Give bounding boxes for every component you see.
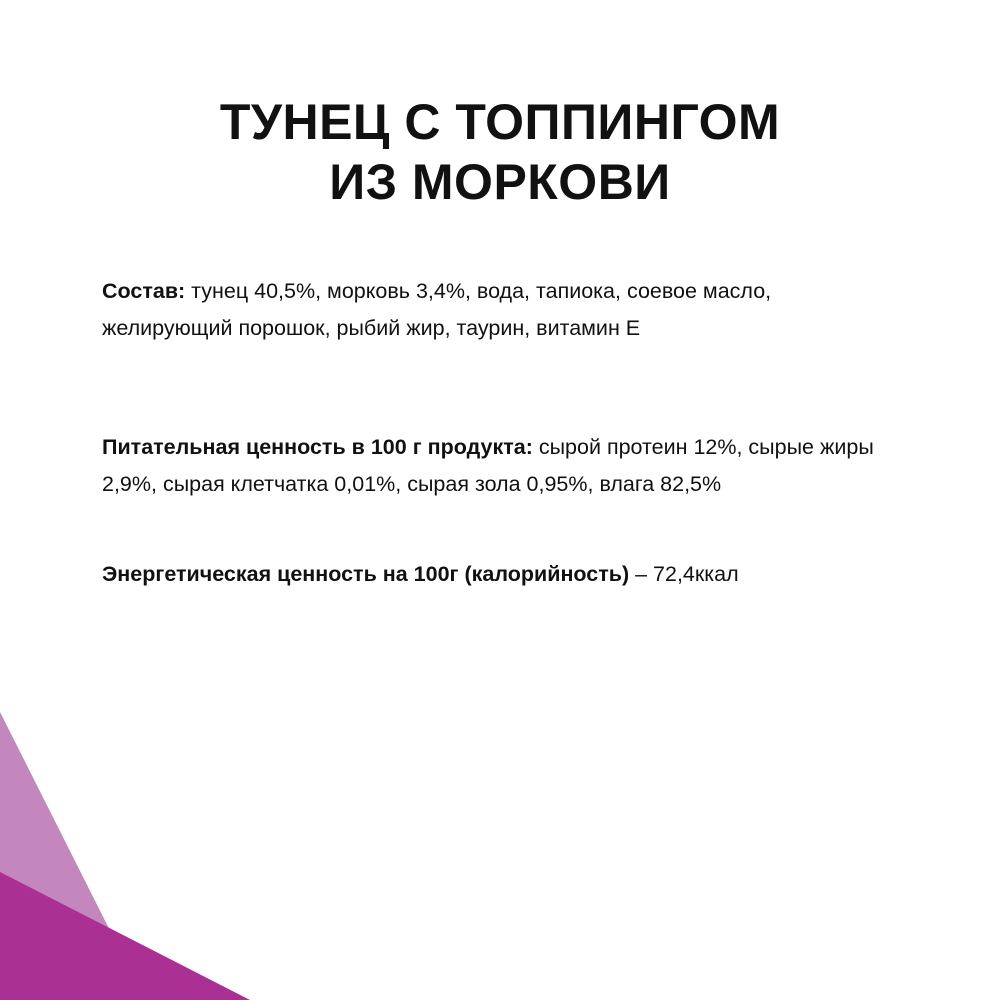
product-title: [0, 92, 1000, 212]
title-line-1: ТУНЕЦ С ТОППИНГОМ: [219, 94, 781, 150]
nutrition-label: Питательная ценность в 100 г продукта:: [102, 435, 533, 459]
nutrition-text: сырой протеин 12%, сырые жиры 2,9%, сырая клетчатка 0,01%, сырая зола 0,95%, влага 82,5%: [102, 435, 874, 496]
composition-label: Состав:: [102, 279, 186, 303]
composition-text: тунец 40,5%, морковь 3,4%, вода, тапиока, соевое масло, желирующий порошок, рыбий жир, таурин, витамин Е: [102, 279, 772, 340]
nutrition-paragraph: [102, 429, 902, 503]
corner-decoration: [0, 700, 260, 1000]
dark-purple-triangle: [0, 872, 250, 1000]
energy-text: – 72,4ккал: [629, 562, 739, 586]
composition-paragraph: [102, 273, 902, 347]
energy-label: Энергетическая ценность на 100г (калорийность): [102, 562, 630, 586]
energy-paragraph: [102, 556, 902, 593]
title-line-2: ИЗ МОРКОВИ: [329, 154, 671, 210]
